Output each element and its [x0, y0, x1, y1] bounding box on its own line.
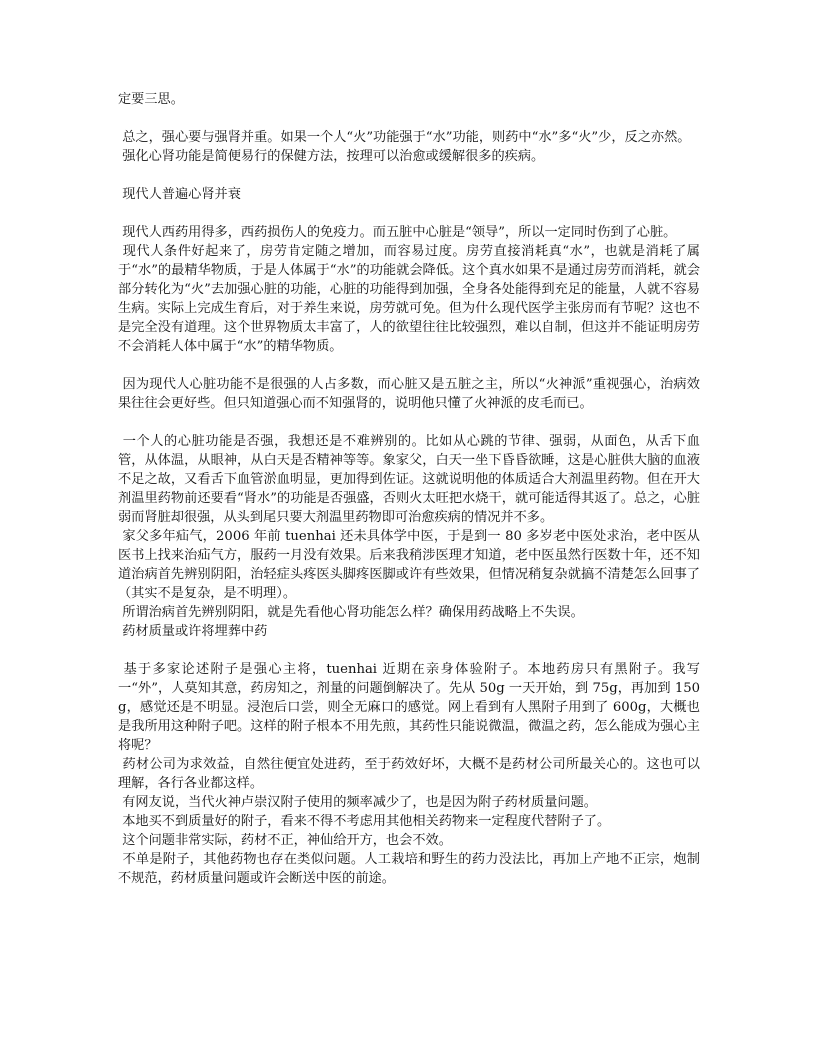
- paragraph: 总之，强心要与强肾并重。如果一个人“火”功能强于“水”功能，则药中“水”多“火”少，反之亦然。: [118, 130, 691, 145]
- paragraph: 现代人条件好起来了，房劳肯定随之增加，而容易过度。房劳直接消耗真“水”，也就是消耗了属于“水”的最精华物质，于是人体属于“水”的功能就会降低。这个真水如果不是通过房劳而消耗，就会部分转化为“火”去加强心脏的功能，心脏的功能得到加强，全身各处能得到充足的能量，人就不容易生病。实际上完成生育后，对于养生来说，房劳就可免。但为什么现代医学主张房而有节呢？这也不是完全没有道理。这个世界物质太丰富了，人的欲望往往比较强烈，难以自制，但这并不能证明房劳不会消耗人体中属于“水”的精华物质。: [118, 244, 700, 354]
- paragraph: 本地买不到质量好的附子，看来不得不考虑用其他相关药物来一定程度代替附子了。: [118, 814, 611, 829]
- paragraph: 强化心肾功能是简便易行的保健方法，按理可以治愈或缓解很多的疾病。: [118, 149, 545, 164]
- paragraph: 这个问题非常实际，药材不正，神仙给开方，也会不效。: [118, 833, 452, 848]
- paragraph-gap: [118, 109, 700, 128]
- paragraph-gap: [118, 204, 700, 223]
- paragraph: 药材公司为求效益，自然往便宜处进药，至于药效好坏，大概不是药材公司所最关心的。这也可以理解，各行各业都这样。: [118, 757, 700, 791]
- paragraph: 不单是附子，其他药物也存在类似问题。人工栽培和野生的药力没法比，再加上产地不正宗，炮制不规范，药材质量问题或许会断送中医的前途。: [118, 852, 700, 886]
- paragraph: 有网友说，当代火神卢崇汉附子使用的频率减少了，也是因为附子药材质量问题。: [118, 795, 597, 810]
- paragraph: 一个人的心脏功能是否强，我想还是不难辨别的。比如从心跳的节律、强弱，从面色，从舌下血管，从体温，从眼神，从白天是否精神等等。象家父，白天一坐下昏昏欲睡，这是心脏供大脑的血液不足之故，又看舌下血管淤血明显，更加得到佐证。这就说明他的体质适合大剂温里药物。但在开大剂温里药物前还要看“肾水”的功能是否强盛，否则火太旺把水烧干，就可能适得其返了。总之，心脏弱而肾脏却很强，从头到尾只要大剂温里药物即可治愈疾病的情况并不多。: [118, 434, 700, 525]
- paragraph: 家父多年疝气，2006 年前 tuenhai 还未具体学中医，于是到一 80 多岁老中医处求治，老中医从医书上找来治疝气方，服药一月没有效果。后来我稍涉医理才知道，老中医虽然行医数十年，还不知道治病首先辨别阴阳，治轻症头疼医头脚疼医脚或许有些效果，但情况稍复杂就搞不清楚怎么回事了（其实不是复杂，是不明理）。: [118, 529, 700, 601]
- paragraph: 因为现代人心脏功能不是很强的人占多数，而心脏又是五脏之主，所以“火神派”重视强心，治病效果往往会更好些。但只知道强心而不知强肾的，说明他只懂了火神派的皮毛而已。: [118, 377, 700, 411]
- paragraph-gap: [118, 356, 700, 375]
- section-heading: 现代人普遍心肾并衰: [118, 187, 241, 202]
- document-body: [118, 90, 700, 888]
- paragraph-gap: [118, 166, 700, 185]
- paragraph: 现代人西药用得多，西药损伤人的免疫力。而五脏中心脏是“领导”，所以一定同时伤到了心脏。: [118, 225, 677, 240]
- paragraph: 基于多家论述附子是强心主将，tuenhai 近期在亲身体验附子。本地药房只有黑附子。我写一“外”，人莫知其意，药房知之，剂量的问题倒解决了。先从 50g 一天开始，到 75g，再加到 150g，感觉还是不明显。浸泡后口尝，则全无麻口的感觉。网上看到有人黑附子用到了 600g，大概也是我所用这种附子吧。这样的附子根本不用先煎，其药性只能说微温，微温之药，怎么能成为强心主将呢？: [118, 662, 700, 753]
- paragraph: 所谓治病首先辨别阴阳，就是先看他心肾功能怎么样？确保用药战略上不失误。: [118, 605, 584, 620]
- paragraph: 定要三思。: [118, 92, 184, 107]
- section-heading: 药材质量或许将埋葬中药: [118, 624, 268, 639]
- paragraph-gap: [118, 641, 700, 660]
- paragraph-gap: [118, 413, 700, 432]
